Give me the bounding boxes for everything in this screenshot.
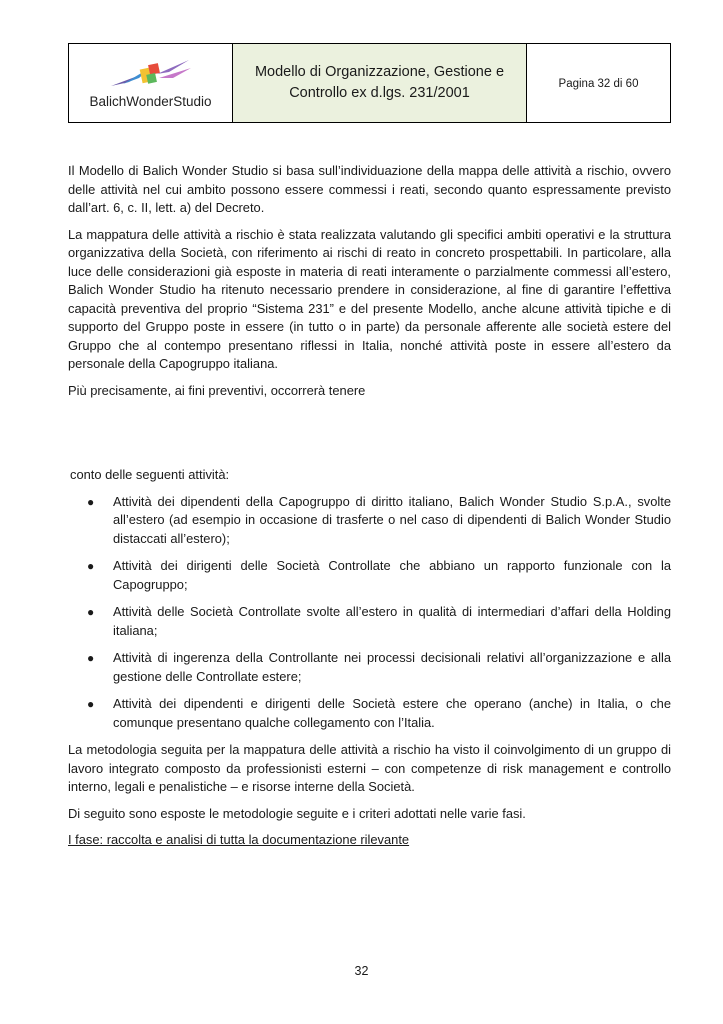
paragraph-mapping: La mappatura delle attività a rischio è stata realizzata valutando gli specifici ambiti operativi e la struttura organizzativa della Società, con riferimento ai rischi di reato in concreto prospettabili. In particolare, alla luce delle considerazioni già esposte in materia di reati interamente o parzialmente commessi all’estero, Balich Wonder Studio ha ritenuto necessario prendere in considerazione, al fine di garantire l’effettiva capacità preventiva del proprio “Sistema 231” e del presente Modello, anche alcune attività tipiche e di supporto del Gruppo poste in essere (in tutto o in parte) da personale afferente alle società estere del Gruppo che al contempo presentano riflessi in Italia, nonché attività poste in essere all’estero da personale della Capogruppo italiana. — [68, 226, 671, 371]
bullet-icon: ● — [87, 494, 95, 509]
logo-text: BalichWonderStudio — [89, 94, 212, 109]
document-title: Modello di Organizzazione, Gestione e Controllo ex d.lgs. 231/2001 — [233, 44, 527, 122]
bullet-icon: ● — [87, 605, 95, 619]
paragraph-more-precisely: Più precisamente, ai fini preventivi, occorrerà tenere — [68, 382, 366, 398]
logo-cell — [69, 44, 233, 122]
spacer — [68, 408, 671, 466]
paragraph-methodology: La metodologia seguita per la mappatura delle attività a rischio ha visto il coinvolgimento di un gruppo di lavoro integrato composto da professionisti esterni – con competenze di risk management e controllo interno, legali e penalistiche – e risorse interne della Società. — [68, 742, 671, 794]
bullet-icon: ● — [87, 559, 95, 573]
brand-logo-icon — [109, 56, 193, 94]
page-number: 32 — [354, 964, 369, 978]
bullet-icon: ● — [87, 651, 95, 665]
list-item: ● Attività dei dipendenti e dirigenti delle Società estere che operano (anche) in Italia, o che comunque presentano qualche collegamento con l’Italia. — [87, 696, 671, 730]
page-indicator: Pagina 32 di 60 — [558, 78, 639, 90]
activities-list — [68, 493, 671, 733]
section-heading-phase-1: I fase: raccolta e analisi di tutta la documentazione rilevante — [68, 832, 410, 847]
paragraph-intro: Il Modello di Balich Wonder Studio si basa sull’individuazione della mappa delle attività a rischio, ovvero delle attività nel cui ambito possono essere commessi i reati, secondo quanto espressamente previsto dall’art. 6, c. II, lett. a) del Decreto. — [68, 163, 671, 215]
list-item: ● Attività delle Società Controllate svolte all’estero in qualità di intermediari d’affari della Holding italiana; — [87, 604, 671, 638]
list-item: ● Attività di ingerenza della Controllante nei processi decisionali relativi all’organizzazione e alla gestione delle Controllate estere; — [87, 650, 671, 684]
paragraph-activities-lead: conto delle seguenti attività: — [70, 467, 230, 482]
paragraph-phases-intro: Di seguito sono esposte le metodologie seguite e i criteri adottati nelle varie fasi. — [68, 805, 526, 821]
list-item: ● Attività dei dirigenti delle Società Controllate che abbiano un rapporto funzionale con la Capogruppo; — [87, 558, 671, 592]
bullet-icon: ● — [87, 697, 95, 711]
document-body — [68, 162, 671, 858]
list-item: ● Attività dei dipendenti della Capogruppo di diritto italiano, Balich Wonder Studio S.p.A., svolte all’estero (ad esempio in occasione di trasferte o nel caso di dipendenti di Balich Wonder Studio distaccati all’estero); — [87, 493, 671, 546]
document-header — [68, 43, 671, 123]
